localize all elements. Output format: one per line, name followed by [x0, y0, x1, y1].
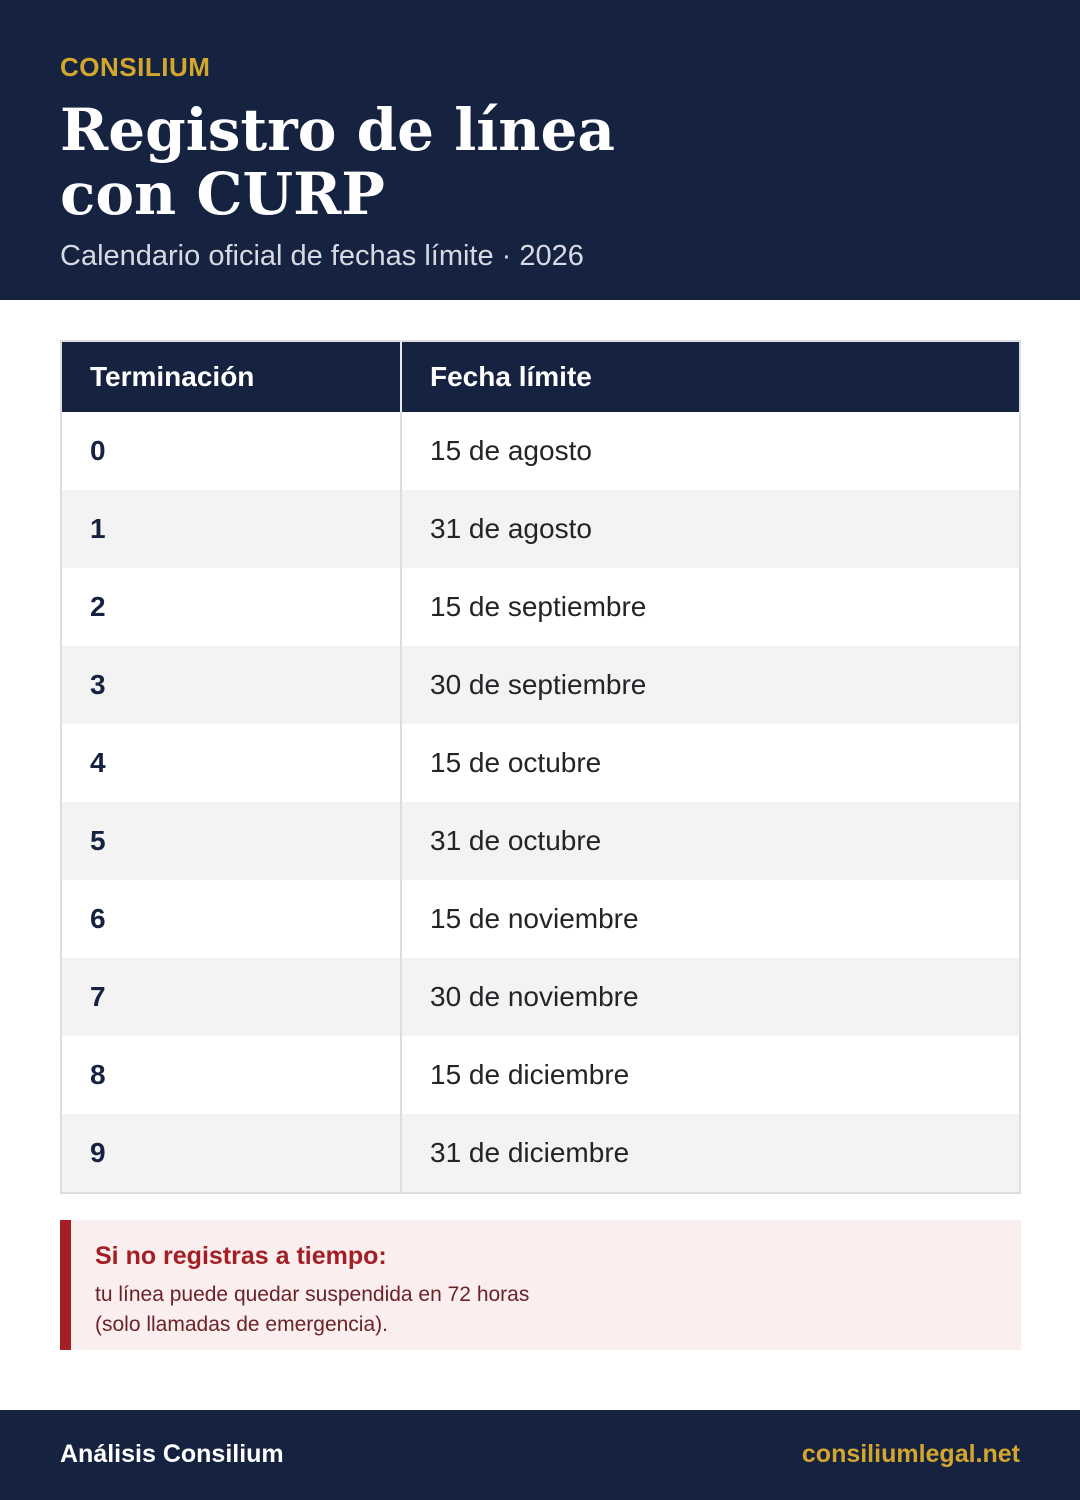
table-row: [62, 1114, 1019, 1192]
table-row: [62, 1036, 1019, 1114]
deadline-date: 15 de octubre: [430, 747, 602, 778]
warning-text-line-1: tu línea puede quedar suspendida en 72 horas: [95, 1283, 530, 1306]
footer-brand: Análisis Consilium: [60, 1440, 284, 1468]
termination-digit: 6: [62, 880, 402, 958]
table-row: [62, 724, 1019, 802]
termination-digit: 2: [62, 568, 402, 646]
column-header-termination: Terminación: [62, 342, 402, 412]
table-row: [62, 646, 1019, 724]
termination-digit: 0: [62, 412, 402, 490]
termination-digit: 9: [62, 1114, 402, 1192]
deadline-date: 31 de diciembre: [430, 1137, 630, 1168]
termination-digit: 1: [62, 490, 402, 568]
deadline-date: 15 de septiembre: [430, 591, 647, 622]
deadline-date: 30 de noviembre: [430, 981, 639, 1012]
termination-digit: 3: [62, 646, 402, 724]
termination-digit: 4: [62, 724, 402, 802]
deadline-date: 30 de septiembre: [430, 669, 647, 700]
termination-digit: 5: [62, 802, 402, 880]
header-banner: [0, 0, 1080, 300]
deadline-date: 31 de agosto: [430, 513, 592, 544]
warning-callout: [60, 1220, 1021, 1350]
deadline-date: 15 de agosto: [430, 435, 592, 466]
table-row: [62, 880, 1019, 958]
deadline-date: 15 de noviembre: [430, 903, 639, 934]
page-title: [60, 98, 760, 226]
column-header-deadline: Fecha límite: [430, 361, 592, 392]
table-row: [62, 568, 1019, 646]
page-title-line-2: con CURP: [60, 160, 385, 228]
termination-digit: 7: [62, 958, 402, 1036]
table-row: [62, 490, 1019, 568]
brand-name: CONSILIUM: [60, 52, 211, 82]
warning-title: Si no registras a tiempo:: [95, 1242, 387, 1270]
deadline-date: 31 de octubre: [430, 825, 602, 856]
warning-text: [95, 1280, 695, 1340]
page-title-line-1: Registro de línea: [60, 96, 615, 164]
page-subtitle: Calendario oficial de fechas límite · 2026: [60, 240, 584, 272]
footer-website-link[interactable]: consiliumlegal.net: [801, 1440, 1020, 1468]
deadline-date: 15 de diciembre: [430, 1059, 630, 1090]
table-row: [62, 802, 1019, 880]
table-header: [62, 342, 1019, 412]
footer-bar: [0, 1410, 1080, 1500]
termination-digit: 8: [62, 1036, 402, 1114]
deadline-table: [60, 340, 1021, 1194]
table-row: [62, 958, 1019, 1036]
table-row: [62, 412, 1019, 490]
warning-text-line-2: (solo llamadas de emergencia).: [95, 1313, 388, 1336]
